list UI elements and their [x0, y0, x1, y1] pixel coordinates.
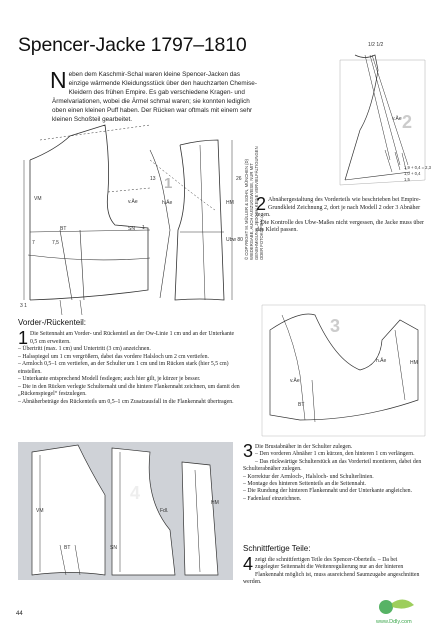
section-3-line: – Montage des hinteren Seitenteils an die Seitennaht. — [243, 481, 366, 488]
section-1-line: – Halsspiegel um 1 cm vergrößern, dabei das vordere Halsloch um 2 cm vertiefen. — [18, 353, 209, 360]
section-1-number: 1 — [18, 328, 29, 348]
fig1-label-ubw: Ubw 80 — [226, 237, 243, 243]
intro-text: eben dem Kaschmir-Schal waren kleine Spencer-Jacken das einzige wärmende Kleidungsstück über den hauchzarten Chemise-Kleidern des frühen Empire. Es gab verschiedene Kragen- und Ärmelvariationen, wobei die Ärmel schmal waren; sie konnten lediglich oben einen kleinen Puff haben. Der Rücken war oftmals mit einem sehr kleinen Schoßteil gearbeitet. — [52, 71, 257, 123]
fig4-label-bt: BT — [64, 545, 71, 551]
fig2-label-m1: 1,9 + 0,4 = 2,3 — [404, 165, 432, 170]
section-3-body — [243, 441, 423, 503]
copyright-notice: © COPYRIGHT M. MÜLLER & SOHN, MÜNCHEN (D) WIEDERGABE, AUCH AUSZUGSWEISE, NUR MIT GENEHMIGUNG. JEDOCH KEINE VERVIELFÄLTIGUNGEN ODER FOTOKOPIEN. — [244, 146, 264, 260]
section-3-line: – Die Rundung der hinteren Flankennaht und der Unterkante angleichen. — [243, 488, 413, 495]
watermark-logo-text: www.Ddly.com — [376, 619, 412, 625]
fig4-label-vm: VM — [36, 508, 44, 514]
watermark-logo — [374, 595, 420, 629]
section-1-line: – Abnäherbeträge des Rückenteils um 0,5–1 cm Zusatzausfall in die Flankennaht übertragen. — [18, 398, 234, 405]
page-title: Spencer-Jacke 1797–1810 — [18, 34, 247, 56]
section-3-line: – Korrektur der Armloch-, Halsloch- und Schulterlinien. — [243, 473, 374, 480]
section-3-line: – Fadenlauf einzeichnen. — [243, 495, 302, 502]
fig1-label-7-5: 7,5 — [52, 240, 59, 246]
fig4-label-hm: HM — [211, 500, 219, 506]
intro-dropcap: N — [50, 67, 67, 93]
fig3-label-bt: BT — [298, 402, 305, 408]
fig1-label-1: 1 — [142, 225, 145, 231]
section-3-number: 3 — [243, 441, 254, 461]
section-3-line: – Den vorderen Abnäher 1 cm kürzen, den hinteren 1 cm verlängern. — [255, 451, 415, 458]
fig1-label-vae: v.Äe — [128, 199, 138, 205]
fig1-label-26: 26 — [236, 176, 242, 182]
figure-2-number: 2 — [402, 112, 413, 132]
section-4-heading: Schnittfertige Teile: — [243, 544, 311, 553]
fig2-label-vae: v.Äe — [392, 116, 402, 122]
figure-4-number: 4 — [130, 483, 141, 503]
fig2-label-m3: 1,5 — [404, 177, 410, 182]
fig3-label-hae: h.Äe — [376, 358, 387, 364]
caption-2-note: – Die Kontrolle des Ubw-Maßes nicht vergessen, die Jacke muss über das Kleid passen. — [256, 219, 425, 234]
section-1-line: – Die in den Rücken verlegte Schulternaht und die hintere Flankennaht zeichnen, um damit den „Rückenspiegel“ festzulegen. — [18, 383, 240, 397]
fig1-label-hae: h.Äe — [162, 200, 173, 206]
fig1-label-hm: HM — [226, 200, 234, 206]
caption-2-number: 2 — [256, 194, 267, 214]
caption-2-text: Abnähergestaltung des Vorderteils wie beschrieben bei Empire-Grundkleid Zeichnung 2, dort je nach Modell 2 oder 3 Abnäher legen. — [256, 197, 421, 219]
fig4-label-sn: SN — [110, 545, 117, 551]
section-1-heading: Vorder-/Rückenteil: — [18, 318, 87, 327]
figure-3-number: 3 — [330, 316, 341, 336]
section-4-text: zeigt die schnittfertigen Teile des Spencer-Oberteils. – Da bei zugelegter Seitennaht die Weitenregulierung nur an der hinteren Flankennaht möglich ist, muss ausreichend Saumzugabe angeschnitten werden. — [243, 557, 420, 586]
fig1-label-vm: VM — [34, 196, 42, 202]
section-1-line: – Übertritt (max. 1 cm) und Untertritt (3 cm) anzeichnen. — [18, 346, 151, 352]
fig1-label-sn: SN — [128, 226, 135, 232]
fig2-label-m2: 1,0 + 0,4 — [404, 171, 421, 176]
section-3-line: – Das rückwärtige Schulterstück an das Vorderteil montieren, dabei den Schulterabnäher zulegen. — [243, 458, 422, 473]
fig3-label-vae: v.Äe — [290, 378, 300, 384]
section-4-number: 4 — [243, 554, 254, 574]
section-1-line: – Armloch 0,5–1 cm vertiefen, an der Schulter um 1 cm und im Rücken stark (hier 5,5 cm) einstellen. — [18, 361, 229, 375]
figure-1-number: 1 — [164, 175, 173, 192]
fig1-label-31: 3 1 — [20, 303, 27, 309]
fig1-label-13: 13 — [150, 176, 156, 182]
fig1-label-bt: BT — [60, 226, 67, 232]
fig4-label-fdl: Fdl. — [160, 508, 169, 514]
fig2-label-top: 1/2 1/2 — [368, 42, 384, 48]
fig1-label-7: 7 — [32, 240, 35, 246]
fig3-label-hm: HM — [410, 360, 418, 366]
section-1-line: Die Seitennaht am Vorder- und Rückenteil an der Ow-Linie 1 cm und an der Unterkante 0,5 cm erweitern. — [30, 331, 235, 345]
section-3-line: Die Brustabnäher in der Schulter zulegen. — [255, 444, 353, 450]
page-number: 44 — [16, 611, 23, 617]
section-1-line: – Unterkante entsprechend Modell festlegen; auch hier gilt, je kürzer je besser. — [18, 376, 201, 382]
section-4-body — [243, 554, 423, 587]
